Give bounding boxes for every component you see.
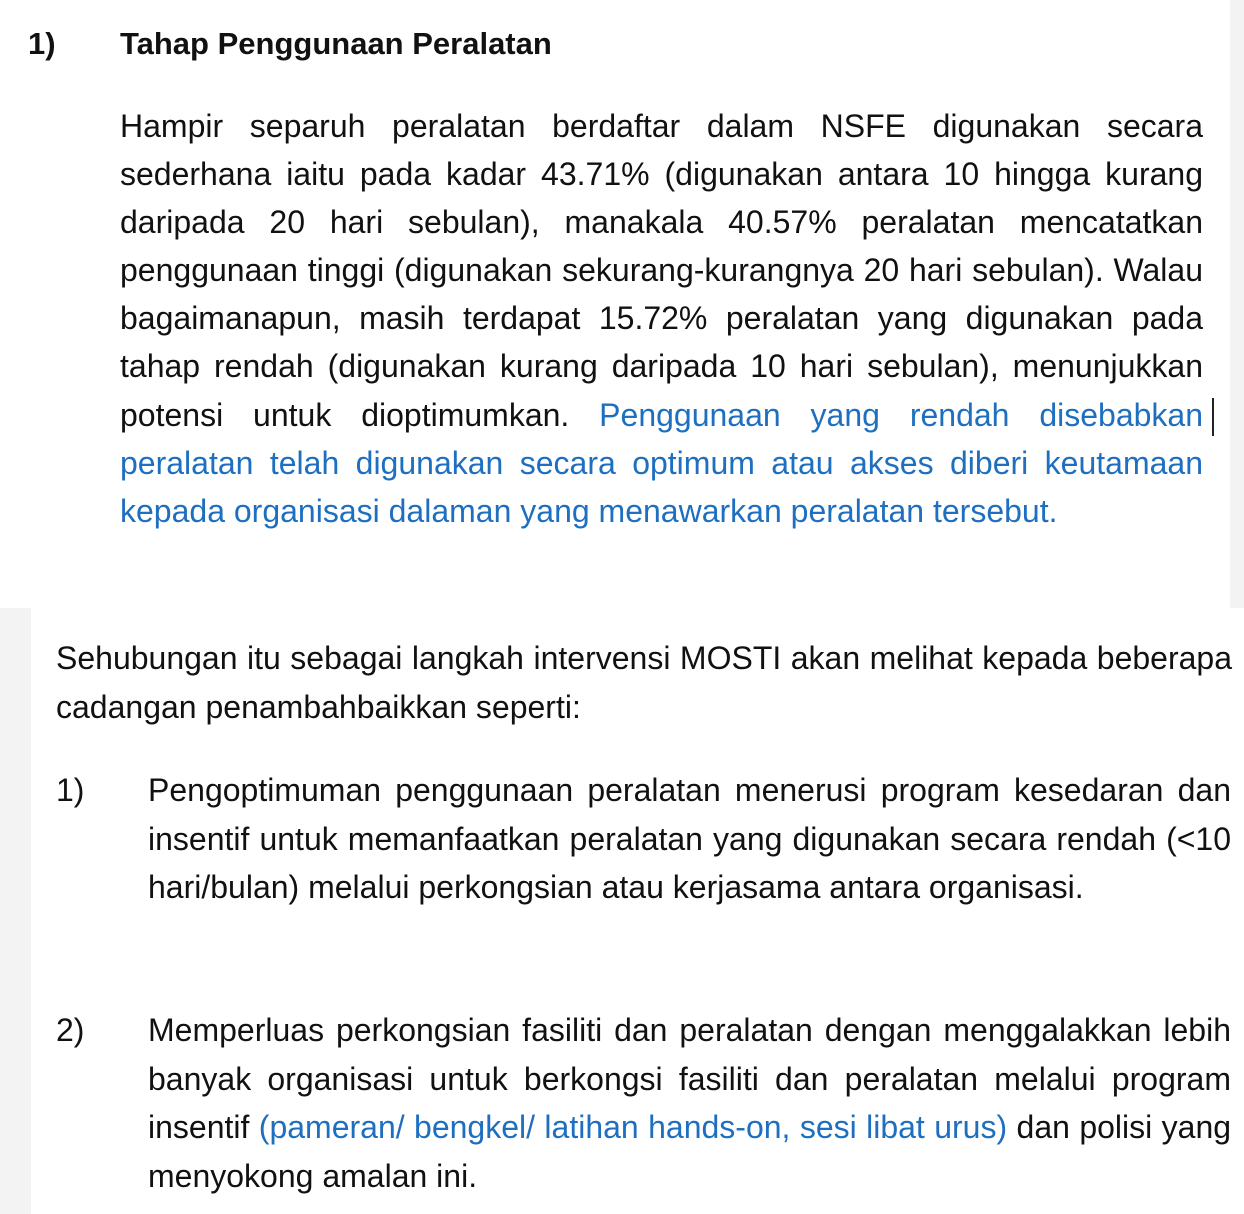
section-number: 1) — [28, 26, 56, 61]
intro-paragraph: Sehubungan itu sebagai langkah intervensi MOSTI akan melihat kepada beberapa cadangan penambahbaikkan seperti: — [56, 640, 1232, 725]
section-paragraph — [120, 102, 1203, 535]
paragraph-text: Hampir separuh peralatan berdaftar dalam NSFE digunakan secara sederhana iaitu pada kadar 43.71% (digunakan antara 10 hingga kurang daripada 20 hari sebulan), manakala 40.57% peralatan mencatatkan penggunaan tinggi (digunakan sekurang-kurangnya 20 hari sebulan). Walau bagaimanapun, masih terdapat 15.72% peralatan yang digunakan pada tahap rendah (digunakan kurang daripada 10 hari sebulan), menunjukkan potensi untuk dioptimumkan. — [120, 108, 1203, 433]
list-item-text-end: dan polisi yang menyokong amalan ini. — [148, 1109, 1232, 1194]
section-title: Tahap Penggunaan Peralatan — [120, 26, 552, 61]
list-item-highlight-text: (pameran/ bengkel/ latihan hands-on, sesi libat urus) — [258, 1109, 1008, 1145]
text-cursor-mark — [1212, 398, 1214, 436]
paragraph-highlight-text: Penggunaan yang rendah disebabkan peralatan telah digunakan secara optimum atau akses diberi keutamaan kepada organisasi dalaman yang menawarkan peralatan tersebut. — [120, 396, 1204, 529]
list-item-text — [148, 1006, 1231, 1200]
list-item-text: Pengoptimuman penggunaan peralatan menerusi program kesedaran dan insentif untuk memanfaatkan peralatan yang digunakan secara rendah (<10 hari/bulan) melalui perkongsian atau kerjasama antara organisasi. — [148, 772, 1231, 905]
list-item-number: 1) — [56, 772, 85, 808]
list-item-number: 2) — [56, 1012, 85, 1048]
list-item-text-start: Memperluas perkongsian fasiliti dan peralatan dengan menggalakkan lebih banyak organisasi untuk berkongsi fasiliti dan peralatan melalui program insentif — [148, 1012, 1231, 1145]
section-heading — [28, 22, 552, 66]
